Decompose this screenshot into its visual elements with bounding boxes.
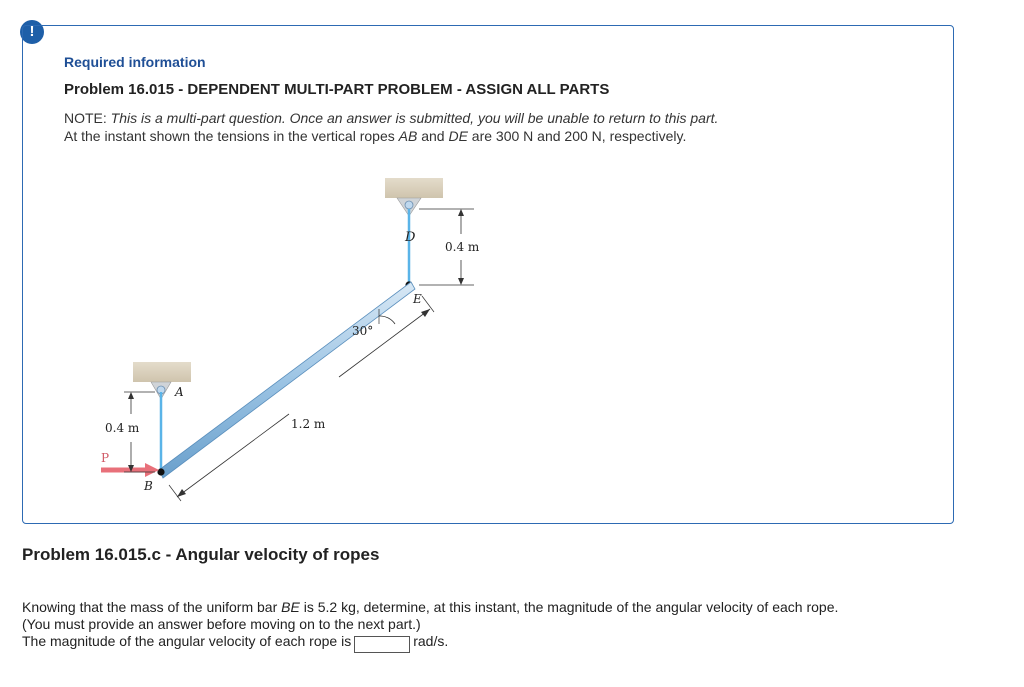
dim-left-label: 0.4 m <box>105 421 140 435</box>
question-block <box>22 599 838 653</box>
bar-be <box>159 282 415 478</box>
given-de: DE <box>448 128 468 144</box>
note-text <box>64 110 718 126</box>
question-prefix: Knowing that the mass of the uniform bar <box>22 599 282 615</box>
dim-bar-label: 1.2 m <box>291 417 326 431</box>
label-a: A <box>175 385 184 399</box>
angle-label: 30° <box>352 324 374 338</box>
dim-top-label: 0.4 m <box>445 240 480 254</box>
angle-arc <box>379 316 395 324</box>
problem-title: Problem 16.015 - DEPENDENT MULTI-PART PROBLEM - ASSIGN ALL PARTS <box>64 81 610 98</box>
given-prefix: At the instant shown the tensions in the vertical ropes <box>64 128 399 144</box>
angular-velocity-input[interactable] <box>354 636 410 653</box>
required-info-heading: Required information <box>64 54 206 70</box>
part-title: Problem 16.015.c - Angular velocity of ropes <box>22 545 380 564</box>
given-ab: AB <box>398 128 418 144</box>
answer-unit: rad/s. <box>413 633 449 649</box>
question-bar-be: BE <box>281 599 300 615</box>
force-p-arrowhead <box>145 463 159 477</box>
answer-prompt: The magnitude of the angular velocity of each rope is <box>22 633 352 649</box>
given-suffix: are 300 N and 200 N, respectively. <box>467 128 687 144</box>
given-and: and <box>417 128 449 144</box>
alert-icon: ! <box>20 20 44 44</box>
answer-row <box>22 633 838 653</box>
support-top <box>385 178 443 198</box>
question-line-2: (You must provide an answer before moving on to the next part.) <box>22 616 421 632</box>
question-suffix: is 5.2 kg, determine, at this instant, the magnitude of the angular velocity of each rope. <box>299 599 839 615</box>
label-b: B <box>144 479 153 493</box>
note-label: NOTE: <box>64 110 107 126</box>
question-line-1 <box>22 599 838 616</box>
support-left <box>133 362 191 382</box>
note-body: This is a multi-part question. Once an answer is submitted, you will be unable to return to this part. <box>110 110 719 126</box>
given-text <box>64 128 686 144</box>
required-info-panel <box>22 25 954 524</box>
label-e: E <box>413 292 422 306</box>
label-d: D <box>405 230 416 245</box>
label-p: P <box>101 451 110 465</box>
problem-figure <box>79 178 499 518</box>
point-b <box>157 468 164 475</box>
